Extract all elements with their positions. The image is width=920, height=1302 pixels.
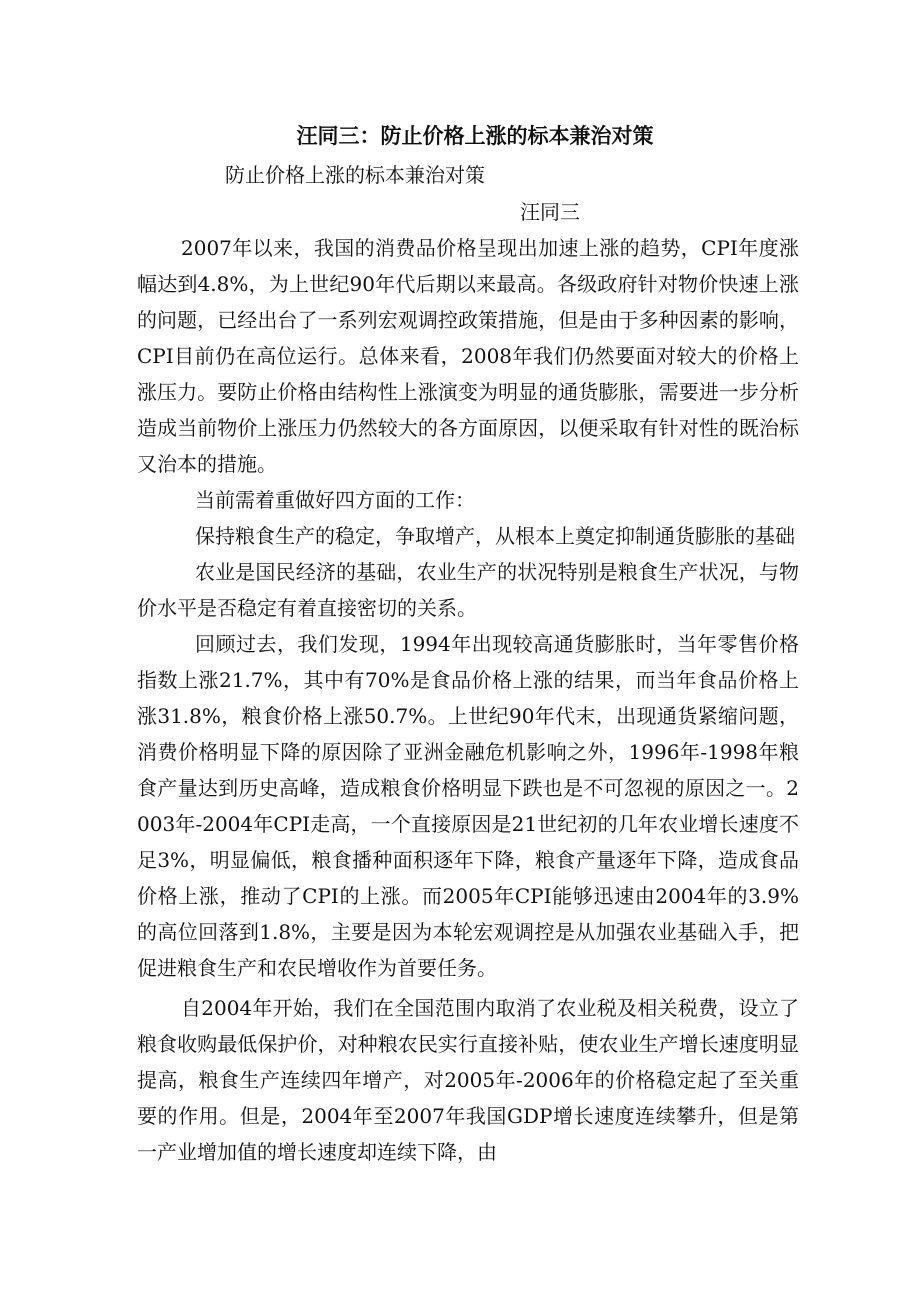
- paragraph-intro: 2007年以来，我国的消费品价格呈现出加速上涨的趋势，CPI年度涨幅达到4.8%，为上世纪90年代后期以来最高。各级政府针对物价快速上涨的问题，已经出台了一系列宏观调控政策措施，但是由于多种因素的影响，CPI目前仍在高位运行。总体来看，2008年我们仍然要面对较大的价格上涨压力。要防止价格由结构性上涨演变为明显的通货膨胀，需要进一步分析造成当前物价上涨压力仍然较大的各方面原因，以便采取有针对性的既治标又治本的措施。: [137, 236, 799, 476]
- paragraph-history: 回顾过去，我们发现，1994年出现较高通货膨胀时，当年零售价格指数上涨21.7%，其中有70%是食品价格上涨的结果，而当年食品价格上涨31.8%，粮食价格上涨50.7%。上世纪90年代末，出现通货紧缩问题，消费价格明显下降的原因除了亚洲金融危机影响之外，1996年-1998年粮食产量达到历史高峰，造成粮食价格明显下跌也是不可忽视的原因之一。2003年-2004年CPI走高，一个直接原因是21世纪初的几年农业增长速度不足3%，明显偏低，粮食播种面积逐年下降，粮食产量逐年下降，造成食品价格上涨，推动了CPI的上涨。而2005年CPI能够迅速由2004年的3.9%的高位回落到1.8%，主要是因为本轮宏观调控是从加强农业基础入手，把促进粮食生产和农民增收作为首要任务。: [137, 632, 799, 980]
- paragraph-agriculture: 农业是国民经济的基础，农业生产的状况特别是粮食生产状况，与物价水平是否稳定有着直接密切的关系。: [137, 560, 799, 620]
- author-name: 汪同三: [520, 200, 580, 224]
- document-subtitle: 防止价格上涨的标本兼治对策: [225, 163, 485, 187]
- paragraph-four-tasks: 当前需着重做好四方面的工作：: [195, 488, 475, 512]
- document-body: [137, 118, 799, 1170]
- section-heading-grain: 保持粮食生产的稳定，争取增产，从根本上奠定抑制通货膨胀的基础: [195, 524, 795, 548]
- paragraph-policy: 自2004年开始，我们在全国范围内取消了农业税及相关税费，设立了粮食收购最低保护价，对种粮农民实行直接补贴，使农业生产增长速度明显提高，粮食生产连续四年增产，对2005年-2006年的价格稳定起了至关重要的作用。但是，2004年至2007年我国GDP增长速度连续攀升，但是第一产业增加值的增长速度却连续下降，由: [137, 996, 799, 1164]
- document-title: 汪同三：防止价格上涨的标本兼治对策: [296, 123, 654, 148]
